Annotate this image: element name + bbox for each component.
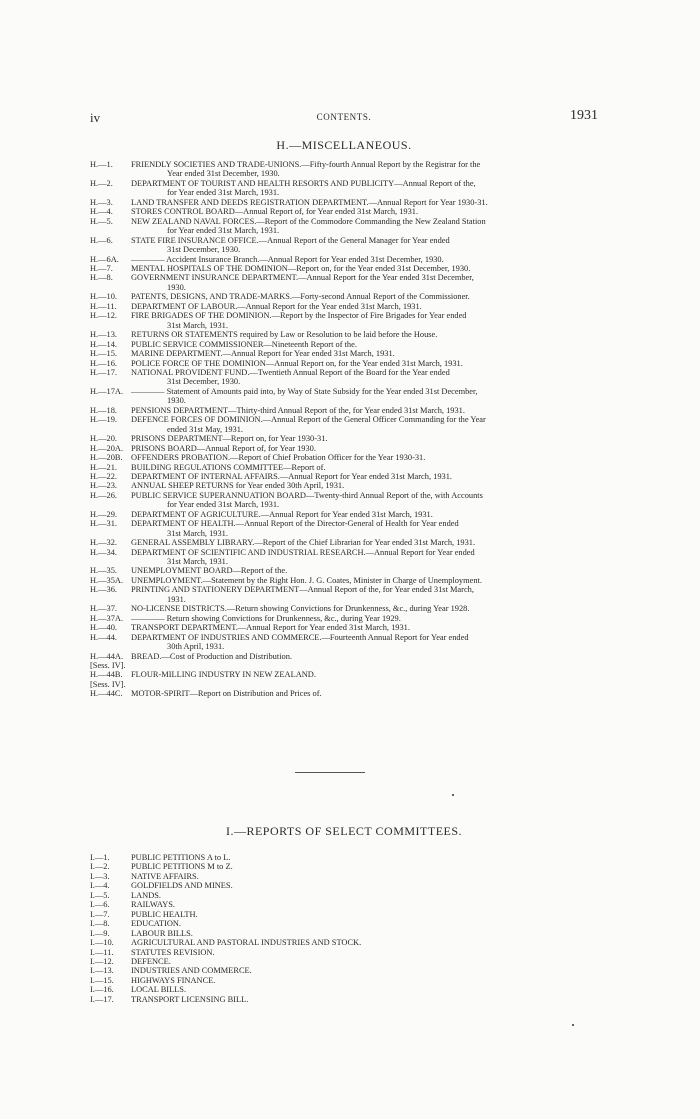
contents-entry (90, 652, 598, 661)
entry-text-block (131, 236, 598, 255)
entry-code: H.—44C. (90, 689, 123, 699)
entry-title: FLOUR-MILLING INDUSTRY IN NEW ZEALAND. (131, 670, 316, 680)
entry-code: H.—20. (90, 434, 117, 444)
entry-title: MARINE DEPARTMENT.—Annual Report for Year ended 31st March, 1931. (131, 349, 395, 359)
print-speck (572, 1024, 574, 1026)
entry-continuation: Year ended 31st December, 1930. (167, 169, 280, 179)
entry-text-block (131, 862, 598, 871)
entry-text-block (131, 415, 598, 434)
entry-code: I.—8. (90, 919, 110, 929)
entry-text-block (131, 519, 598, 538)
contents-entry (90, 519, 598, 538)
entry-title: NATIVE AFFAIRS. (131, 871, 199, 881)
entry-title: STATUTES REVISION. (131, 947, 215, 957)
contents-entry (90, 604, 598, 613)
entry-title: ———— Return showing Convictions for Drunkenness, &c., during Year 1929. (131, 613, 401, 623)
entry-code: H.—2. (90, 178, 113, 188)
entry-title: PRISONS BOARD—Annual Report of, for Year 1930. (131, 443, 316, 453)
contents-entry (90, 236, 598, 255)
entry-code: H.—35. (90, 566, 117, 576)
entry-title: EDUCATION. (131, 919, 182, 929)
entry-title: ANNUAL SHEEP RETURNS for Year ended 30th April, 1931. (131, 481, 345, 491)
entry-title: DEFENCE FORCES OF DOMINION.—Annual Report of the General Officer Commanding for the Year (131, 415, 486, 425)
contents-entry (90, 891, 598, 900)
entry-text-block (131, 604, 598, 613)
entry-text-block (131, 910, 598, 919)
contents-entry (90, 368, 598, 387)
entry-continuation: 31st March, 1931. (167, 557, 228, 567)
entry-title: LABOUR BILLS. (131, 928, 193, 938)
entry-code: I.—2. (90, 862, 110, 872)
contents-entry (90, 264, 598, 273)
entry-code: H.—22. (90, 471, 117, 481)
contents-entry (90, 548, 598, 567)
entry-code: H.—17. (90, 367, 117, 377)
contents-entry (90, 311, 598, 330)
entry-text-block (131, 444, 598, 453)
contents-entry (90, 853, 598, 862)
entry-text-block (131, 614, 598, 623)
contents-entry (90, 491, 598, 510)
entry-code: H.—12. (90, 311, 117, 321)
contents-entry (90, 207, 598, 216)
entry-text-block (131, 976, 598, 985)
entry-code: H.—8. (90, 273, 113, 283)
entry-title: STATE FIRE INSURANCE OFFICE.—Annual Report of the General Manager for Year ended (131, 235, 450, 245)
entry-text-block (131, 548, 598, 567)
entry-text-block (131, 538, 598, 547)
entry-text-block (131, 853, 598, 862)
entry-continuation: 31st March, 1931. (167, 320, 228, 330)
section-h-entries (90, 160, 598, 699)
entry-text-block (131, 302, 598, 311)
entry-code: I.—10. (90, 938, 114, 948)
entry-code: H.—44. (90, 632, 117, 642)
entry-code: I.—16. (90, 985, 114, 995)
page-number: iv (90, 110, 101, 125)
entry-continuation: 1930. (167, 282, 186, 292)
entry-title: MOTOR-SPIRIT—Report on Distribution and Prices of. (131, 689, 322, 699)
entry-title: MENTAL HOSPITALS OF THE DOMINION—Report on, for the Year ended 31st December, 1930. (131, 263, 471, 273)
entry-text-block (131, 689, 598, 698)
entry-text-block (131, 463, 598, 472)
entry-code: H.—36. (90, 585, 117, 595)
entry-text-block (131, 957, 598, 966)
contents-entry (90, 387, 598, 406)
contents-entry (90, 349, 598, 358)
session-note: [Sess. IV]. (90, 661, 126, 671)
entry-text-block (131, 985, 598, 994)
entry-title: PENSIONS DEPARTMENT—Thirty-third Annual Report of the, for Year ended 31st March, 1931. (131, 405, 465, 415)
entry-title: PRINTING AND STATIONERY DEPARTMENT—Annual Report of the, for Year ended 31st March, (131, 585, 474, 595)
entry-code: H.—34. (90, 547, 117, 557)
entry-code: H.—23. (90, 481, 117, 491)
entry-text-block (131, 481, 598, 490)
entry-code: H.—15. (90, 349, 117, 359)
entry-text-block (131, 652, 598, 661)
contents-entry (90, 481, 598, 490)
entry-text-block (131, 217, 598, 236)
section-divider (295, 772, 365, 773)
entry-text-block (131, 919, 598, 928)
year-label: 1931 (570, 108, 598, 123)
entry-text-block (131, 966, 598, 975)
entry-title: FRIENDLY SOCIETIES AND TRADE-UNIONS.—Fifty-fourth Annual Report by the Registrar for the (131, 160, 481, 169)
contents-entry (90, 689, 598, 698)
entry-text-block (131, 938, 598, 947)
contents-entry (90, 273, 598, 292)
contents-entry (90, 862, 598, 871)
contents-entry (90, 614, 598, 623)
running-header (90, 108, 598, 126)
entry-continuation: 1930. (167, 396, 186, 406)
entry-code: H.—13. (90, 330, 117, 340)
entry-title: TRANSPORT LICENSING BILL. (131, 994, 249, 1004)
entry-title: NO-LICENSE DISTRICTS.—Return showing Convictions for Drunkenness, &c., during Year 1928. (131, 604, 470, 614)
entry-code: H.—3. (90, 197, 113, 207)
contents-entry (90, 976, 598, 985)
entry-text-block (131, 292, 598, 301)
contents-entry (90, 948, 598, 957)
contents-entry (90, 670, 598, 679)
print-speck (452, 794, 454, 796)
entry-code: H.—4. (90, 207, 113, 217)
contents-entry (90, 623, 598, 632)
contents-entry (90, 929, 598, 938)
contents-entry (90, 633, 598, 652)
contents-entry (90, 463, 598, 472)
entry-code: H.—29. (90, 509, 117, 519)
contents-entry (90, 444, 598, 453)
entry-text-block (131, 264, 598, 273)
entry-title: PUBLIC PETITIONS M to Z. (131, 862, 233, 872)
entry-title: BREAD.—Cost of Production and Distribution. (131, 651, 292, 661)
entry-title: AGRICULTURAL AND PASTORAL INDUSTRIES AND STOCK. (131, 938, 362, 948)
entry-title: LOCAL BILLS. (131, 985, 187, 995)
entry-text-block (131, 340, 598, 349)
entry-title: LAND TRANSFER AND DEEDS REGISTRATION DEPARTMENT.—Annual Report for Year 1930-31. (131, 197, 488, 207)
entry-title: DEPARTMENT OF HEALTH.—Annual Report of the Director-General of Health for Year ended (131, 519, 459, 529)
entry-title: OFFENDERS PROBATION.—Report of Chief Probation Officer for the Year 1930-31. (131, 453, 426, 463)
entry-code: H.—37A. (90, 613, 124, 623)
contents-entry (90, 302, 598, 311)
entry-title: BUILDING REGULATIONS COMMITTEE—Report of. (131, 462, 326, 472)
entry-text-block (131, 434, 598, 443)
entry-text-block (131, 311, 598, 330)
contents-entry (90, 910, 598, 919)
entry-title: PATENTS, DESIGNS, AND TRADE-MARKS.—Forty-second Annual Report of the Commissioner. (131, 292, 470, 302)
entry-text-block (131, 670, 598, 679)
entry-text-block (131, 255, 598, 264)
entry-title: DEPARTMENT OF SCIENTIFIC AND INDUSTRIAL RESEARCH.—Annual Report for Year ended (131, 547, 475, 557)
entry-text-block (131, 349, 598, 358)
entry-text-block (131, 633, 598, 652)
contents-entry (90, 472, 598, 481)
entry-continuation: for Year ended 31st March, 1931. (167, 226, 280, 236)
entry-text-block (131, 491, 598, 510)
entry-text-block (131, 160, 598, 179)
contents-entry (90, 179, 598, 198)
entry-text-block (131, 359, 598, 368)
entry-title: HIGHWAYS FINANCE. (131, 975, 216, 985)
entry-title: TRANSPORT DEPARTMENT.—Annual Report for Year ended 31st March, 1931. (131, 623, 410, 633)
contents-entry (90, 198, 598, 207)
entry-continuation: for Year ended 31st March, 1931. (167, 188, 280, 198)
contents-entry (90, 359, 598, 368)
entry-code: I.—6. (90, 900, 110, 910)
entry-text-block (131, 368, 598, 387)
entry-continuation: 31st December, 1930. (167, 377, 241, 387)
entry-title: DEFENCE. (131, 956, 171, 966)
entry-text-block (131, 872, 598, 881)
entry-code: I.—7. (90, 909, 110, 919)
entry-code: H.—11. (90, 301, 117, 311)
entry-continuation: 31st March, 1931. (167, 528, 228, 538)
contents-entry (90, 292, 598, 301)
entry-title: LANDS. (131, 890, 162, 900)
contents-entry (90, 255, 598, 264)
entry-title: RAILWAYS. (131, 900, 175, 910)
contents-entry (90, 406, 598, 415)
entry-code: I.—3. (90, 871, 110, 881)
entry-code: H.—5. (90, 216, 113, 226)
entry-text-block (131, 179, 598, 198)
contents-entry (90, 985, 598, 994)
entry-title: GENERAL ASSEMBLY LIBRARY.—Report of the Chief Librarian for Year ended 31st March, 1931. (131, 538, 476, 548)
contents-entry (90, 453, 598, 462)
entry-title: STORES CONTROL BOARD—Annual Report of, for Year ended 31st March, 1931. (131, 207, 419, 217)
entry-code: I.—5. (90, 890, 110, 900)
entry-code: H.—1. (90, 160, 113, 169)
entry-text-block (131, 900, 598, 909)
entry-text-block (131, 510, 598, 519)
contents-entry (90, 872, 598, 881)
entry-text-block (131, 948, 598, 957)
entry-text-block (131, 273, 598, 292)
contents-entry (90, 217, 598, 236)
entry-title: GOVERNMENT INSURANCE DEPARTMENT.—Annual Report for the Year ended 31st December, (131, 273, 474, 283)
entry-code: I.—12. (90, 956, 114, 966)
entry-continuation: 31st December, 1930. (167, 245, 241, 255)
entry-code: H.—32. (90, 538, 117, 548)
entry-title: PUBLIC SERVICE SUPERANNUATION BOARD—Twenty-third Annual Report of the, with Accounts (131, 490, 483, 500)
entry-code: H.—16. (90, 358, 117, 368)
contents-entry (90, 585, 598, 604)
entry-title: ———— Accident Insurance Branch.—Annual Report for Year ended 31st December, 1930. (131, 254, 444, 264)
entry-continuation: 30th April, 1931. (167, 642, 225, 652)
entry-code: I.—4. (90, 881, 110, 891)
contents-entry (90, 538, 598, 547)
entry-code: I.—17. (90, 994, 114, 1004)
entry-text-block (131, 330, 598, 339)
entry-title: PUBLIC SERVICE COMMISSIONER—Nineteenth Report of the. (131, 339, 357, 349)
entry-code: H.—6A. (90, 254, 119, 264)
entry-code: H.—6. (90, 235, 113, 245)
section-i-entries (90, 853, 598, 1004)
running-title: CONTENTS. (316, 112, 372, 122)
session-note: [Sess. IV]. (90, 679, 126, 689)
entry-continuation: 1931. (167, 594, 186, 604)
entry-title: PUBLIC HEALTH. (131, 909, 198, 919)
entry-code: H.—10. (90, 292, 117, 302)
entry-code: H.—14. (90, 339, 117, 349)
entry-code: H.—7. (90, 263, 113, 273)
contents-entry (90, 434, 598, 443)
contents-entry (90, 566, 598, 575)
entry-title: ———— Statement of Amounts paid into, by Way of State Subsidy for the Year ended 31st December, (131, 386, 478, 396)
entry-code: I.—9. (90, 928, 110, 938)
entry-title: DEPARTMENT OF INDUSTRIES AND COMMERCE.—Fourteenth Annual Report for Year ended (131, 632, 469, 642)
entry-text-block (131, 387, 598, 406)
entry-title: DEPARTMENT OF TOURIST AND HEALTH RESORTS AND PUBLICITY—Annual Report of the, (131, 178, 476, 188)
contents-entry (90, 510, 598, 519)
entry-continuation: ended 31st May, 1931. (167, 424, 243, 434)
entry-text-block (131, 198, 598, 207)
contents-entry (90, 330, 598, 339)
entry-title: DEPARTMENT OF LABOUR.—Annual Report for the Year ended 31st March, 1931. (131, 301, 422, 311)
entry-code: H.—40. (90, 623, 117, 633)
entry-text-block (131, 453, 598, 462)
entry-title: PRISONS DEPARTMENT—Report on, for Year 1930-31. (131, 434, 328, 444)
entry-title: DEPARTMENT OF AGRICULTURE.—Annual Report for Year ended 31st March, 1931. (131, 509, 433, 519)
entry-text-block (131, 585, 598, 604)
entry-text-block (131, 576, 598, 585)
entry-text-block (131, 891, 598, 900)
entry-text-block (131, 472, 598, 481)
contents-entry (90, 938, 598, 947)
entry-text-block (131, 207, 598, 216)
contents-entry (90, 160, 598, 179)
entry-text-block (131, 929, 598, 938)
section-h-title: H.—MISCELLANEOUS. (276, 138, 412, 152)
entry-code: H.—44B. (90, 670, 123, 680)
entry-title: FIRE BRIGADES OF THE DOMINION.—Report by the Inspector of Fire Brigades for Year ended (131, 311, 467, 321)
entry-code: H.—20B. (90, 453, 123, 463)
entry-code: H.—17A. (90, 386, 124, 396)
contents-entry (90, 957, 598, 966)
entry-code: I.—1. (90, 853, 110, 862)
entry-code: H.—35A. (90, 575, 124, 585)
entry-title: GOLDFIELDS AND MINES. (131, 881, 233, 891)
contents-entry (90, 900, 598, 909)
entry-title: NEW ZEALAND NAVAL FORCES.—Report of the Commodore Commanding the New Zealand Station (131, 216, 486, 226)
contents-entry (90, 576, 598, 585)
entry-text-block (131, 406, 598, 415)
contents-entry (90, 919, 598, 928)
contents-entry (90, 995, 598, 1004)
entry-code: H.—21. (90, 462, 117, 472)
entry-text-block (131, 623, 598, 632)
entry-title: NATIONAL PROVIDENT FUND.—Twentieth Annual Report of the Board for the Year ended (131, 367, 450, 377)
entry-code: H.—20A. (90, 443, 124, 453)
entry-text-block (131, 566, 598, 575)
contents-entry (90, 966, 598, 975)
entry-code: I.—13. (90, 966, 114, 976)
entry-code: H.—44A. (90, 651, 124, 661)
entry-code: H.—31. (90, 519, 117, 529)
contents-entry (90, 415, 598, 434)
entry-title: POLICE FORCE OF THE DOMINION—Annual Report on, for the Year ended 31st March, 1931. (131, 358, 463, 368)
entry-title: DEPARTMENT OF INTERNAL AFFAIRS.—Annual Report for Year ended 31st March, 1931. (131, 471, 452, 481)
contents-entry (90, 340, 598, 349)
entry-text-block (131, 995, 598, 1004)
entry-code: I.—15. (90, 975, 114, 985)
contents-entry (90, 881, 598, 890)
entry-title: UNEMPLOYMENT BOARD—Report of the. (131, 566, 288, 576)
entry-continuation: for Year ended 31st March, 1931. (167, 500, 280, 510)
section-i-title: I.—REPORTS OF SELECT COMMITTEES. (225, 824, 463, 838)
entry-code: H.—19. (90, 415, 117, 425)
entry-text-block (131, 881, 598, 890)
entry-title: PUBLIC PETITIONS A to L. (131, 853, 231, 862)
entry-code: I.—11. (90, 947, 114, 957)
entry-code: H.—26. (90, 490, 117, 500)
entry-title: RETURNS OR STATEMENTS required by Law or Resolution to be laid before the House. (131, 330, 438, 340)
entry-code: H.—37. (90, 604, 117, 614)
entry-code: H.—18. (90, 405, 117, 415)
entry-title: UNEMPLOYMENT.—Statement by the Right Hon. J. G. Coates, Minister in Charge of Unemployment. (131, 575, 482, 585)
entry-title: INDUSTRIES AND COMMERCE. (131, 966, 252, 976)
